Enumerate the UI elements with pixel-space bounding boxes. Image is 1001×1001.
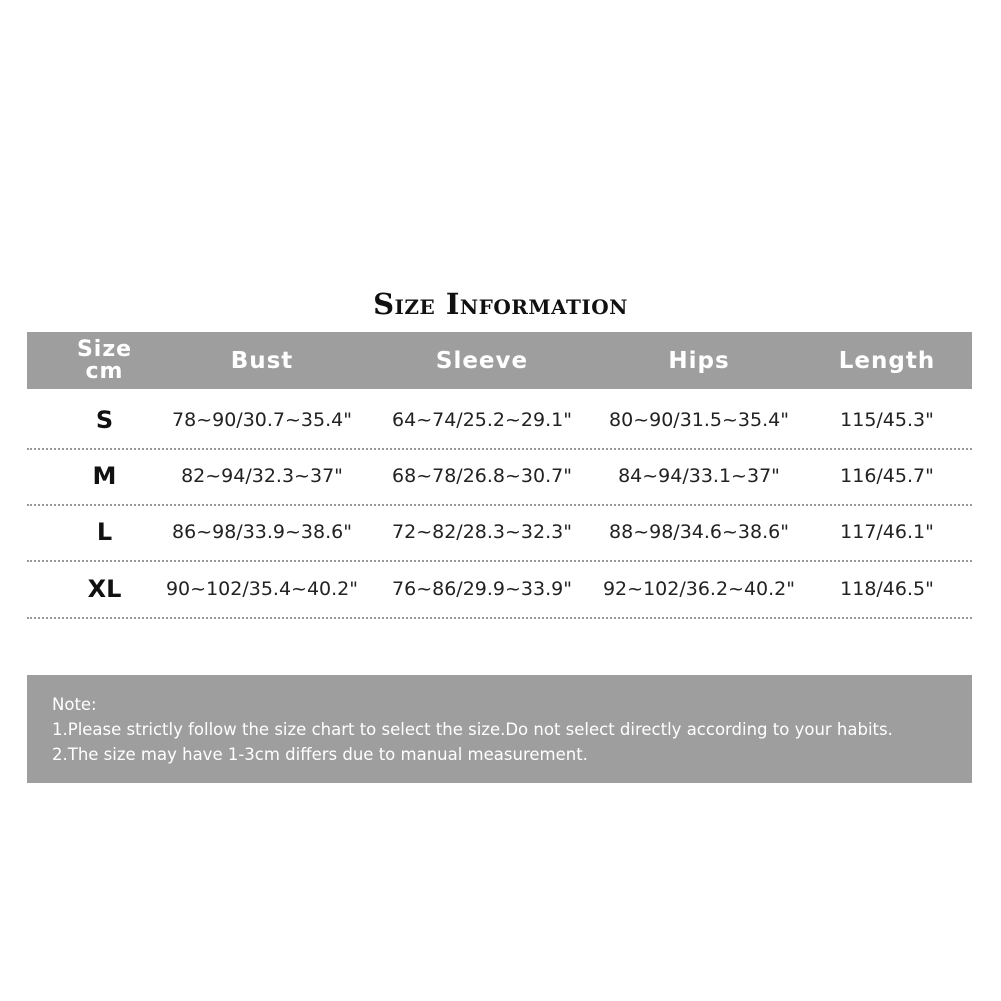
size-cell: S — [95, 406, 114, 434]
length-cell: 118/46.5" — [840, 578, 934, 600]
header-bust: Bust — [230, 347, 294, 374]
sleeve-cell: 68~78/26.8~30.7" — [392, 465, 572, 487]
table-row — [27, 561, 972, 619]
sleeve-cell: 76~86/29.9~33.9" — [392, 578, 572, 600]
bust-cell: 82~94/32.3~37" — [181, 465, 343, 487]
header-size-unit — [27, 332, 182, 389]
sleeve-cell: 64~74/25.2~29.1" — [392, 409, 572, 431]
note-box — [27, 675, 972, 783]
note-label: Note: — [52, 695, 97, 714]
hips-cell: 92~102/36.2~40.2" — [602, 578, 796, 600]
size-cell: M — [92, 462, 117, 490]
sleeve-cell: 72~82/28.3~32.3" — [392, 521, 572, 543]
table-row — [27, 448, 972, 506]
header-size-label: Size — [76, 336, 133, 362]
length-cell: 116/45.7" — [840, 465, 934, 487]
bust-cell: 90~102/35.4~40.2" — [165, 578, 359, 600]
hips-cell: 80~90/31.5~35.4" — [609, 409, 789, 431]
table-row — [27, 392, 972, 450]
table-header — [27, 332, 972, 389]
size-cell: L — [96, 518, 113, 546]
header-sleeve: Sleeve — [435, 347, 529, 374]
hips-cell: 84~94/33.1~37" — [618, 465, 780, 487]
header-hips: Hips — [668, 347, 730, 374]
note-line-2: 2.The size may have 1-3cm differs due to manual measurement. — [52, 745, 588, 764]
length-cell: 117/46.1" — [840, 521, 934, 543]
header-unit-label: cm — [85, 358, 124, 384]
hips-cell: 88~98/34.6~38.6" — [609, 521, 789, 543]
size-cell: XL — [87, 575, 122, 603]
page-title: Size Information — [373, 287, 628, 321]
bust-cell: 86~98/33.9~38.6" — [172, 521, 352, 543]
length-cell: 115/45.3" — [840, 409, 934, 431]
bust-cell: 78~90/30.7~35.4" — [172, 409, 352, 431]
header-length: Length — [838, 347, 936, 374]
table-row — [27, 504, 972, 562]
note-line-1: 1.Please strictly follow the size chart to select the size.Do not select directly according to your habits. — [52, 720, 893, 739]
